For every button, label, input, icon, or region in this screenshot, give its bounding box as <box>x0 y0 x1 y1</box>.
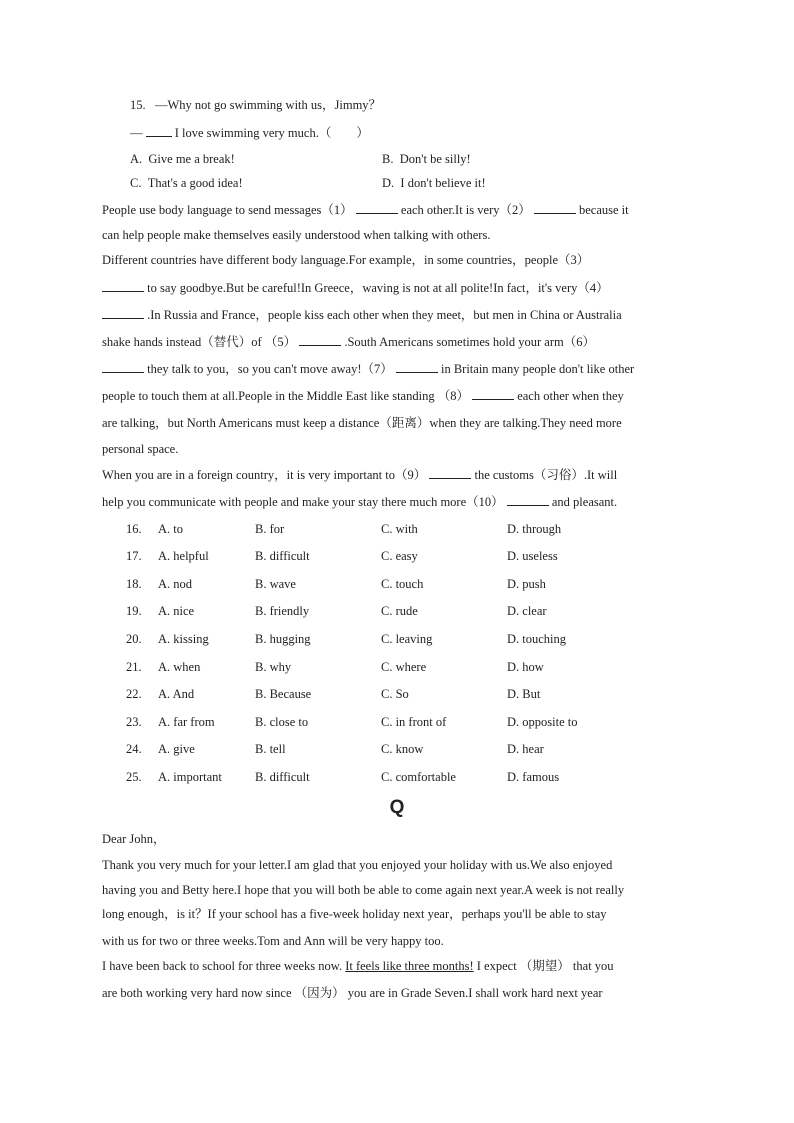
question-number: 15. <box>130 98 146 112</box>
letter-greeting: Dear John， <box>102 832 166 846</box>
option-b[interactable]: B. wave <box>255 577 296 591</box>
option-a[interactable]: A. nod <box>158 577 193 591</box>
q15-prompt <box>130 96 381 114</box>
letter-line-4: with us for two or three weeks.Tom and Ann will be very happy too. <box>102 934 444 948</box>
option-a[interactable]: A. And <box>158 687 195 701</box>
cloze-blank-8[interactable] <box>472 386 514 400</box>
option-b[interactable]: B. tell <box>255 742 286 756</box>
passage-line-7: they talk to you，so you can't move away!（7） in Britain many people don't like other <box>102 359 634 378</box>
option-d[interactable]: D. push <box>507 577 546 591</box>
question-row-20 <box>126 630 726 648</box>
q15-option-a[interactable]: A. Give me a break! <box>130 152 235 166</box>
passage-line-8: people to touch them at all.People in the Middle East like standing （8） each other when they <box>102 386 624 405</box>
option-a[interactable]: A. to <box>158 522 183 536</box>
question-row-21 <box>126 658 726 676</box>
question-number: 20. <box>126 632 142 646</box>
option-d[interactable]: D. touching <box>507 632 567 646</box>
answer-blank[interactable] <box>146 123 172 137</box>
option-c[interactable]: C. know <box>381 742 424 756</box>
passage-line-9: are talking，but North Americans must keep a distance（距离）when they are talking.They need more <box>102 416 622 430</box>
option-b[interactable]: B. difficult <box>255 549 310 563</box>
letter-line-3: long enough，is it？If your school has a five-week holiday next year，perhaps you'll be able to stay <box>102 907 607 921</box>
option-c[interactable]: C. easy <box>381 549 418 563</box>
option-c[interactable]: C. comfortable <box>381 770 456 784</box>
passage-line-11: When you are in a foreign country，it is very important to（9） the customs（习俗）.It will <box>102 465 617 484</box>
question-number: 22. <box>126 687 142 701</box>
passage-line-1: People use body language to send messages（1） each other.It is very（2） because it <box>102 200 629 219</box>
question-row-22 <box>126 685 726 703</box>
option-a[interactable]: A. far from <box>158 715 215 729</box>
option-d[interactable]: D. opposite to <box>507 715 578 729</box>
question-row-23 <box>126 713 726 731</box>
option-d[interactable]: D. famous <box>507 770 560 784</box>
cloze-blank-2[interactable] <box>534 200 576 214</box>
underlined-sentence: It feels like three months! <box>345 959 474 973</box>
passage-line-12: help you communicate with people and make your stay there much more（10） and pleasant. <box>102 492 617 511</box>
question-number: 17. <box>126 549 142 563</box>
option-b[interactable]: B. Because <box>255 687 312 701</box>
option-c[interactable]: C. with <box>381 522 418 536</box>
question-row-24 <box>126 740 726 758</box>
option-a[interactable]: A. kissing <box>158 632 209 646</box>
option-c[interactable]: C. in front of <box>381 715 447 729</box>
section-marker: Q <box>389 797 405 818</box>
option-c[interactable]: C. touch <box>381 577 424 591</box>
question-number: 23. <box>126 715 142 729</box>
option-b[interactable]: B. close to <box>255 715 309 729</box>
option-b[interactable]: B. friendly <box>255 604 310 618</box>
cloze-blank-1[interactable] <box>356 200 398 214</box>
option-a[interactable]: A. give <box>158 742 195 756</box>
question-number: 25. <box>126 770 142 784</box>
cloze-blank-4[interactable] <box>102 305 144 319</box>
cloze-blank-9[interactable] <box>429 465 471 479</box>
passage-line-3: Different countries have different body language.For example，in some countries，people（3） <box>102 253 590 267</box>
option-a[interactable]: A. when <box>158 660 201 674</box>
question-prompt: —Why not go swimming with us，Jimmy？ <box>155 98 382 112</box>
q15-response: — I love swimming very much.（ ） <box>130 123 369 142</box>
question-row-18 <box>126 575 726 593</box>
letter-line-5: I have been back to school for three weeks now. It feels like three months! I expect （期望） that you <box>102 959 614 973</box>
option-d[interactable]: D. But <box>507 687 541 701</box>
q15-option-b[interactable]: B. Don't be silly! <box>382 152 471 166</box>
option-b[interactable]: B. hugging <box>255 632 311 646</box>
passage-line-4: to say goodbye.But be careful!In Greece，waving is not at all polite!In fact，it's very（4） <box>102 278 609 297</box>
question-row-25 <box>126 768 726 786</box>
cloze-blank-3[interactable] <box>102 278 144 292</box>
option-a[interactable]: A. important <box>158 770 222 784</box>
option-b[interactable]: B. difficult <box>255 770 310 784</box>
question-row-17 <box>126 547 726 565</box>
question-number: 16. <box>126 522 142 536</box>
letter-line-6: are both working very hard now since （因为） you are in Grade Seven.I shall work hard next year <box>102 986 603 1000</box>
cloze-blank-7[interactable] <box>396 359 438 373</box>
q15-option-d[interactable]: D. I don't believe it! <box>382 176 486 190</box>
passage-line-6: shake hands instead（替代）of （5） .South Americans sometimes hold your arm（6） <box>102 332 595 351</box>
passage-line-10: personal space. <box>102 442 179 456</box>
option-a[interactable]: A. helpful <box>158 549 209 563</box>
cloze-blank-6[interactable] <box>102 359 144 373</box>
question-number: 21. <box>126 660 142 674</box>
option-d[interactable]: D. clear <box>507 604 547 618</box>
option-c[interactable]: C. rude <box>381 604 418 618</box>
passage-line-2: can help people make themselves easily understood when talking with others. <box>102 228 491 242</box>
cloze-blank-5[interactable] <box>299 332 341 346</box>
question-row-19 <box>126 602 726 620</box>
option-c[interactable]: C. leaving <box>381 632 433 646</box>
option-d[interactable]: D. how <box>507 660 544 674</box>
q15-option-c[interactable]: C. That's a good idea! <box>130 176 243 190</box>
option-b[interactable]: B. why <box>255 660 292 674</box>
option-d[interactable]: D. through <box>507 522 562 536</box>
option-c[interactable]: C. where <box>381 660 427 674</box>
cloze-blank-10[interactable] <box>507 492 549 506</box>
question-number: 24. <box>126 742 142 756</box>
letter-line-2: having you and Betty here.I hope that you will both be able to come again next year.A week is not really <box>102 883 625 897</box>
passage-line-5: .In Russia and France，people kiss each other when they meet，but men in China or Australia <box>102 305 622 324</box>
option-c[interactable]: C. So <box>381 687 409 701</box>
option-b[interactable]: B. for <box>255 522 285 536</box>
question-row-16 <box>126 520 726 538</box>
letter-line-1: Thank you very much for your letter.I am glad that you enjoyed your holiday with us.We also enjoyed <box>102 858 613 872</box>
option-d[interactable]: D. useless <box>507 549 558 563</box>
option-a[interactable]: A. nice <box>158 604 195 618</box>
question-number: 18. <box>126 577 142 591</box>
question-number: 19. <box>126 604 142 618</box>
option-d[interactable]: D. hear <box>507 742 544 756</box>
